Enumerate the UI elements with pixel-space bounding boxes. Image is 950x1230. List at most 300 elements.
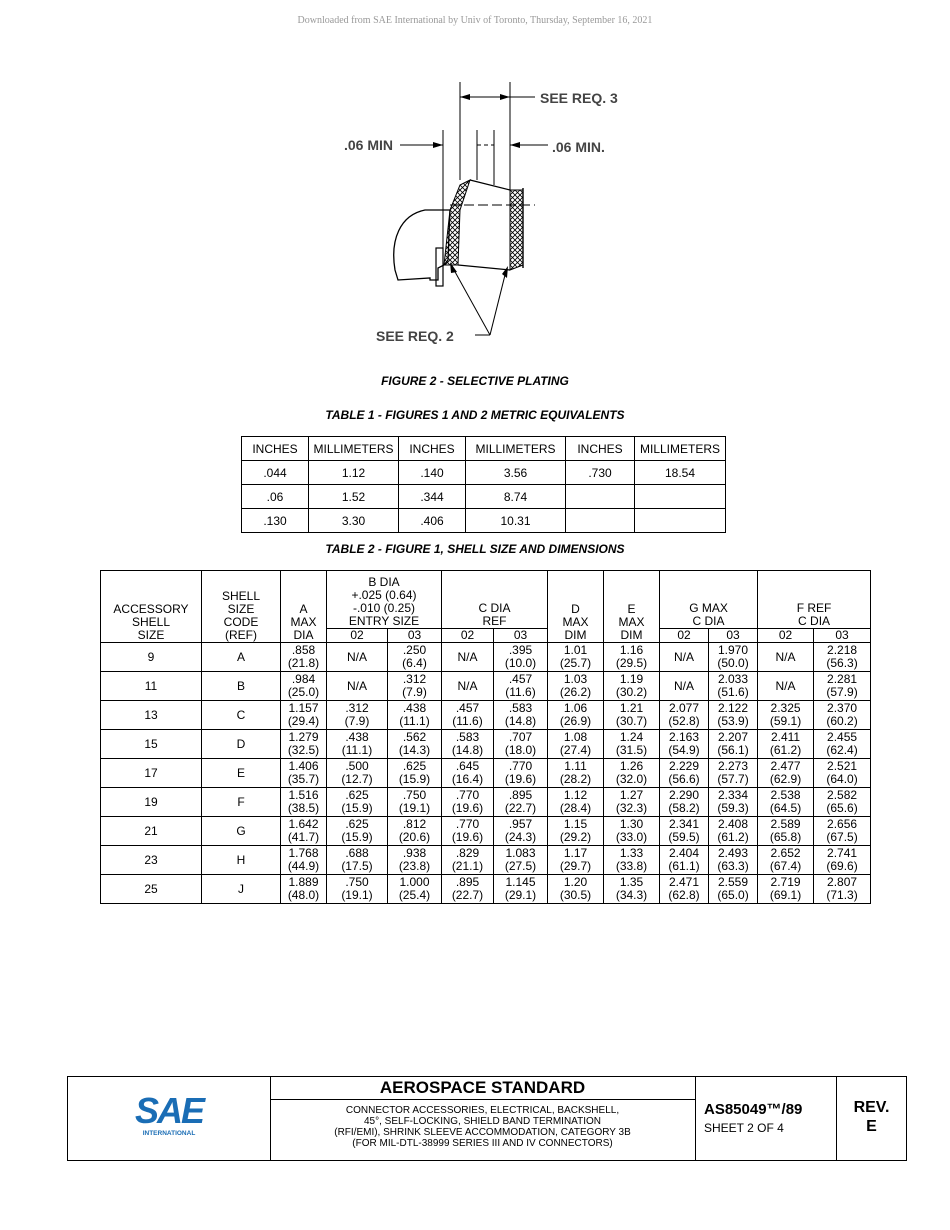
- dimension-cell: [814, 817, 871, 846]
- inch-value: .770: [508, 759, 533, 773]
- inch-value: 1.406: [288, 759, 319, 773]
- dimension-cell: [388, 759, 442, 788]
- mm-value: (69.6): [826, 859, 858, 873]
- mm-value: (25.4): [398, 888, 431, 902]
- dimension-cell: [327, 643, 388, 672]
- mm-value: (57.9): [826, 685, 858, 699]
- mm-value: (32.0): [615, 772, 648, 786]
- dimension-cell: [494, 788, 548, 817]
- mm-value: (19.1): [398, 801, 431, 815]
- table1-header-cell: INCHES: [399, 437, 466, 461]
- mm-value: (38.5): [287, 801, 320, 815]
- mm-value: (41.7): [287, 830, 320, 844]
- accessory-header: [101, 571, 202, 643]
- table1-row: [242, 509, 726, 533]
- header-line: C DIA: [692, 614, 725, 628]
- sub-header: 03: [709, 629, 758, 643]
- mm-value: (27.4): [559, 743, 592, 757]
- mm-value: (26.2): [559, 685, 592, 699]
- shell-size-cell: 15: [101, 730, 202, 759]
- header-line: ACCESSORY: [113, 602, 189, 616]
- dimension-cell: [709, 875, 758, 904]
- mm-value: (63.3): [717, 859, 749, 873]
- mm-value: (11.6): [505, 685, 536, 699]
- table1-cell: [635, 485, 726, 509]
- mm-value: (15.9): [341, 801, 373, 815]
- header-line: G MAX: [689, 601, 728, 615]
- mm-value: (20.6): [398, 830, 431, 844]
- see-req-2-label: SEE REQ. 2: [376, 328, 454, 344]
- inch-value: 1.19: [619, 672, 644, 686]
- mm-value: (7.9): [344, 714, 370, 728]
- dimension-cell: [388, 788, 442, 817]
- dimension-cell: [660, 846, 709, 875]
- mm-value: (19.6): [451, 830, 484, 844]
- dimension-cell: [548, 672, 604, 701]
- table2-row: [101, 846, 871, 875]
- title-block: [67, 1076, 907, 1161]
- mm-value: (64.5): [769, 801, 802, 815]
- dimension-cell: [327, 701, 388, 730]
- inch-value: 2.290: [669, 788, 700, 802]
- inch-value: 1.768: [288, 846, 319, 860]
- inch-value: .645: [455, 759, 480, 773]
- backshell-body: [394, 210, 450, 280]
- table1-cell: 10.31: [466, 509, 566, 533]
- sub-header: 02: [660, 629, 709, 643]
- header-line: SHELL: [221, 589, 261, 603]
- table2-row: [101, 875, 871, 904]
- dimension-cell: [442, 672, 494, 701]
- mm-value: (56.3): [826, 656, 858, 670]
- header-line: B DIA: [368, 575, 400, 589]
- inch-value: .895: [455, 875, 480, 889]
- dimension-cell: [758, 643, 814, 672]
- table1-row: [242, 461, 726, 485]
- arrow-head: [502, 266, 508, 278]
- revision-value: E: [866, 1118, 877, 1135]
- inch-value: N/A: [775, 649, 796, 664]
- plating-right: [510, 190, 523, 270]
- mm-value: (65.0): [717, 888, 749, 902]
- mm-value: (64.0): [826, 772, 858, 786]
- header-line: MAX: [562, 615, 589, 629]
- sub-header: 02: [442, 629, 494, 643]
- dimension-cell: [388, 846, 442, 875]
- dimension-cell: [442, 701, 494, 730]
- table1-header-cell: INCHES: [242, 437, 309, 461]
- inch-value: .583: [455, 730, 480, 744]
- mm-value: (30.2): [615, 685, 648, 699]
- mm-value: (28.4): [559, 801, 592, 815]
- inch-value: .895: [508, 788, 533, 802]
- leader-line: [454, 270, 490, 335]
- dimension-cell: [494, 672, 548, 701]
- mm-value: (31.5): [615, 743, 648, 757]
- inch-value: 1.20: [563, 875, 588, 889]
- header-line: E: [627, 602, 636, 616]
- dimension-cell: [388, 643, 442, 672]
- inch-value: 2.493: [718, 846, 749, 860]
- arrow-head: [460, 94, 470, 100]
- dimension-cell: [494, 817, 548, 846]
- mm-value: (61.1): [668, 859, 700, 873]
- dimension-cell: [660, 817, 709, 846]
- plating-left: [444, 180, 470, 265]
- dimension-cell: [281, 846, 327, 875]
- mm-value: (18.0): [504, 743, 537, 757]
- dimension-cell: [548, 730, 604, 759]
- mm-value: (60.2): [826, 714, 858, 728]
- sub-header: 03: [494, 629, 548, 643]
- mm-value: (32.3): [615, 801, 648, 815]
- table1-cell: .730: [566, 461, 635, 485]
- table1-cell: 8.74: [466, 485, 566, 509]
- inch-value: 1.06: [563, 701, 588, 715]
- inch-value: .312: [402, 672, 427, 686]
- see-req-3-label: SEE REQ. 3: [540, 90, 618, 106]
- description-line: (RFI/EMI), SHRINK SLEEVE ACCOMMODATION, CATEGORY 3B: [334, 1127, 631, 1138]
- mm-value: (19.6): [504, 772, 537, 786]
- mm-value: (59.5): [668, 830, 700, 844]
- table2-header-row: [101, 571, 871, 629]
- table1-cell: [635, 509, 726, 533]
- inch-value: 1.516: [288, 788, 319, 802]
- min-right-label: .06 MIN.: [552, 139, 605, 155]
- inch-value: 2.411: [770, 730, 801, 744]
- inch-value: 1.01: [563, 643, 588, 657]
- inch-value: 2.218: [827, 643, 858, 657]
- inch-value: 2.521: [827, 759, 858, 773]
- standard-title: AEROSPACE STANDARD: [270, 1077, 695, 1100]
- inch-value: 1.279: [288, 730, 319, 744]
- mm-value: (48.0): [287, 888, 320, 902]
- inch-value: 2.471: [669, 875, 700, 889]
- shell-size-cell: 11: [101, 672, 202, 701]
- inch-value: .829: [455, 846, 480, 860]
- dimension-cell: [327, 846, 388, 875]
- mm-value: (58.2): [668, 801, 700, 815]
- inch-value: .438: [402, 701, 427, 715]
- shell-size-cell: 25: [101, 875, 202, 904]
- table1-cell: [566, 485, 635, 509]
- inch-value: 2.077: [669, 701, 700, 715]
- header-line: F REF: [796, 601, 832, 615]
- description-line: CONNECTOR ACCESSORIES, ELECTRICAL, BACKSHELL,: [345, 1105, 620, 1116]
- table1-header-cell: INCHES: [566, 437, 635, 461]
- svg-text:INTERNATIONAL: INTERNATIONAL: [142, 1130, 196, 1137]
- mm-value: (10.0): [504, 656, 537, 670]
- dimension-cell: [548, 759, 604, 788]
- inch-value: 2.273: [718, 759, 749, 773]
- mm-value: (25.0): [287, 685, 320, 699]
- inch-value: N/A: [674, 678, 695, 693]
- shell-code-cell: H: [202, 846, 281, 875]
- inch-value: 1.27: [619, 788, 644, 802]
- inch-value: 1.17: [563, 846, 588, 860]
- dimension-cell: [758, 846, 814, 875]
- mm-value: (17.5): [341, 859, 373, 873]
- dimension-cell: [327, 817, 388, 846]
- dimension-cell: [442, 846, 494, 875]
- dimension-cell: [814, 643, 871, 672]
- arrow-head: [433, 142, 443, 148]
- mm-value: (57.7): [717, 772, 749, 786]
- mm-value: (59.3): [717, 801, 749, 815]
- dimension-cell: [660, 875, 709, 904]
- dimension-cell: [281, 643, 327, 672]
- inch-value: .625: [402, 759, 427, 773]
- inch-value: 2.341: [669, 817, 700, 831]
- dimension-cell: [388, 817, 442, 846]
- dimension-cell: [604, 759, 660, 788]
- mm-value: (59.1): [769, 714, 802, 728]
- dimension-cell: [814, 672, 871, 701]
- inch-value: 2.559: [718, 875, 749, 889]
- dimension-cell: [660, 643, 709, 672]
- shell-size-cell: 19: [101, 788, 202, 817]
- mm-value: (7.9): [402, 685, 427, 699]
- inch-value: .750: [345, 875, 369, 889]
- dimension-cell: [709, 730, 758, 759]
- table1-cell: 3.56: [466, 461, 566, 485]
- dimension-cell: [494, 730, 548, 759]
- inch-value: 1.21: [619, 701, 644, 715]
- dimension-cell: [709, 759, 758, 788]
- table1-cell: 3.30: [309, 509, 399, 533]
- header-line: DIM: [620, 628, 643, 642]
- inch-value: 1.26: [619, 759, 644, 773]
- f-header: [758, 571, 871, 629]
- mm-value: (19.6): [451, 801, 484, 815]
- inch-value: 1.157: [288, 701, 319, 715]
- dimension-cell: [548, 701, 604, 730]
- dimension-cell: [604, 875, 660, 904]
- dimension-cell: [442, 788, 494, 817]
- inch-value: 2.741: [827, 846, 858, 860]
- dimension-cell: [442, 875, 494, 904]
- shell-size-cell: 17: [101, 759, 202, 788]
- inch-value: .858: [291, 643, 316, 657]
- figure-2-drawing: [330, 70, 650, 360]
- dimension-cell: [758, 875, 814, 904]
- inch-value: 2.033: [718, 672, 749, 686]
- mm-value: (27.5): [504, 859, 537, 873]
- inch-value: 1.11: [564, 759, 587, 773]
- mm-value: (29.7): [559, 859, 592, 873]
- dimension-cell: [281, 788, 327, 817]
- header-line: CODE: [223, 615, 259, 629]
- inch-value: 2.408: [718, 817, 749, 831]
- dimension-cell: [281, 759, 327, 788]
- dimension-cell: [604, 846, 660, 875]
- mm-value: (28.2): [559, 772, 592, 786]
- mm-value: (69.1): [769, 888, 802, 902]
- mm-value: (21.8): [287, 656, 320, 670]
- table1-title: TABLE 1 - FIGURES 1 AND 2 METRIC EQUIVALENTS: [325, 408, 625, 422]
- table2-body: [101, 643, 871, 904]
- inch-value: 2.404: [669, 846, 700, 860]
- shell-code-cell: F: [202, 788, 281, 817]
- mm-value: (15.9): [341, 830, 373, 844]
- dimension-cell: [281, 875, 327, 904]
- dimension-cell: [709, 788, 758, 817]
- shell-code-cell: D: [202, 730, 281, 759]
- g-header: [660, 571, 758, 629]
- table1-cell: .130: [242, 509, 309, 533]
- dimension-cell: [494, 643, 548, 672]
- mm-value: (12.7): [341, 772, 373, 786]
- table1-cell: .044: [242, 461, 309, 485]
- dimension-cell: [494, 846, 548, 875]
- inch-value: .770: [455, 817, 480, 831]
- dimension-cell: [660, 730, 709, 759]
- inch-value: .688: [345, 846, 369, 860]
- mm-value: (29.5): [615, 656, 648, 670]
- inch-value: N/A: [346, 649, 367, 664]
- mm-value: (19.1): [341, 888, 373, 902]
- shell-code-cell: G: [202, 817, 281, 846]
- header-line: -.010 (0.25): [352, 601, 416, 615]
- inch-value: .438: [345, 730, 369, 744]
- inch-value: 2.207: [718, 730, 749, 744]
- inch-value: 2.325: [770, 701, 801, 715]
- mm-value: (53.9): [717, 714, 749, 728]
- table2: [100, 570, 871, 904]
- mm-value: (30.5): [559, 888, 592, 902]
- table1-header: [242, 437, 726, 461]
- table1-header-cell: MILLIMETERS: [635, 437, 726, 461]
- inch-value: N/A: [457, 649, 478, 664]
- dimension-cell: [388, 875, 442, 904]
- mm-value: (35.7): [287, 772, 320, 786]
- min-left-label: .06 MIN: [344, 137, 394, 153]
- mm-value: (33.0): [615, 830, 648, 844]
- header-line: SHELL: [131, 615, 171, 629]
- table1-cell: 18.54: [635, 461, 726, 485]
- download-note: Downloaded from SAE International by Univ of Toronto, Thursday, September 16, 2021: [297, 15, 653, 26]
- shell-size-cell: 23: [101, 846, 202, 875]
- dimension-cell: [548, 643, 604, 672]
- mm-value: (22.7): [451, 888, 484, 902]
- dimension-cell: [281, 817, 327, 846]
- dimension-cell: [388, 730, 442, 759]
- header-line: MAX: [618, 615, 645, 629]
- dimension-cell: [660, 701, 709, 730]
- inch-value: 1.03: [563, 672, 588, 686]
- inch-value: .583: [508, 701, 533, 715]
- inch-value: 2.229: [669, 759, 700, 773]
- dimension-cell: [604, 788, 660, 817]
- mm-value: (30.7): [615, 714, 648, 728]
- header-line: SIZE: [137, 628, 165, 642]
- mm-value: (62.9): [769, 772, 802, 786]
- mm-value: (33.8): [615, 859, 648, 873]
- shell-code-cell: J: [202, 875, 281, 904]
- mm-value: (11.6): [452, 714, 483, 728]
- inch-value: 1.642: [288, 817, 319, 831]
- mm-value: (56.6): [668, 772, 700, 786]
- a-header: [281, 571, 327, 643]
- mm-value: (56.1): [717, 743, 749, 757]
- inch-value: 2.455: [827, 730, 858, 744]
- dimension-cell: [281, 701, 327, 730]
- dimension-cell: [327, 759, 388, 788]
- dimension-cell: [814, 846, 871, 875]
- mm-value: (6.4): [402, 656, 427, 670]
- shell-code-header: [202, 571, 281, 643]
- table2-row: [101, 759, 871, 788]
- dimension-cell: [494, 701, 548, 730]
- dimension-cell: [604, 730, 660, 759]
- inch-value: 2.538: [770, 788, 801, 802]
- header-line: SIZE: [227, 602, 255, 616]
- mm-value: (52.8): [668, 714, 700, 728]
- inch-value: 1.35: [619, 875, 644, 889]
- shell-code-cell: E: [202, 759, 281, 788]
- table2-title: TABLE 2 - FIGURE 1, SHELL SIZE AND DIMENSIONS: [325, 542, 625, 556]
- header-line: C DIA: [478, 601, 511, 615]
- dimension-cell: [814, 788, 871, 817]
- inch-value: 2.656: [827, 817, 858, 831]
- mm-value: (61.2): [769, 743, 802, 757]
- dimension-cell: [660, 759, 709, 788]
- mm-value: (29.1): [504, 888, 537, 902]
- shell-size-cell: 21: [101, 817, 202, 846]
- shell-size-cell: 9: [101, 643, 202, 672]
- table1-cell: .06: [242, 485, 309, 509]
- dimension-cell: [442, 730, 494, 759]
- inch-value: .250: [402, 643, 427, 657]
- dimension-cell: [327, 788, 388, 817]
- table2-row: [101, 643, 871, 672]
- dimension-cell: [660, 788, 709, 817]
- dimension-cell: [494, 875, 548, 904]
- dimension-cell: [442, 817, 494, 846]
- table1-header-cell: MILLIMETERS: [466, 437, 566, 461]
- dimension-cell: [709, 672, 758, 701]
- mm-value: (14.8): [504, 714, 537, 728]
- dimension-cell: [442, 643, 494, 672]
- mm-value: (62.8): [668, 888, 700, 902]
- mm-value: (44.9): [287, 859, 320, 873]
- document-number-block: [696, 1077, 837, 1160]
- dimension-cell: [548, 788, 604, 817]
- table1-row: [242, 485, 726, 509]
- mm-value: (11.1): [399, 714, 430, 728]
- inch-value: N/A: [457, 678, 478, 693]
- mm-value: (65.6): [826, 801, 858, 815]
- shell-code-cell: A: [202, 643, 281, 672]
- mm-value: (34.3): [615, 888, 648, 902]
- table2-row: [101, 817, 871, 846]
- header-line: DIA: [293, 628, 314, 642]
- header-line: (REF): [225, 628, 257, 642]
- dimension-cell: [604, 643, 660, 672]
- title-center: [270, 1077, 696, 1160]
- dimension-cell: [814, 875, 871, 904]
- dimension-cell: [327, 875, 388, 904]
- dimension-cell: [548, 817, 604, 846]
- dimension-cell: [758, 672, 814, 701]
- mm-value: (65.8): [769, 830, 802, 844]
- inch-value: 2.477: [770, 759, 801, 773]
- mm-value: (24.3): [504, 830, 537, 844]
- inch-value: 2.370: [827, 701, 858, 715]
- mm-value: (21.1): [451, 859, 484, 873]
- table2-row: [101, 788, 871, 817]
- e-header: [604, 571, 660, 643]
